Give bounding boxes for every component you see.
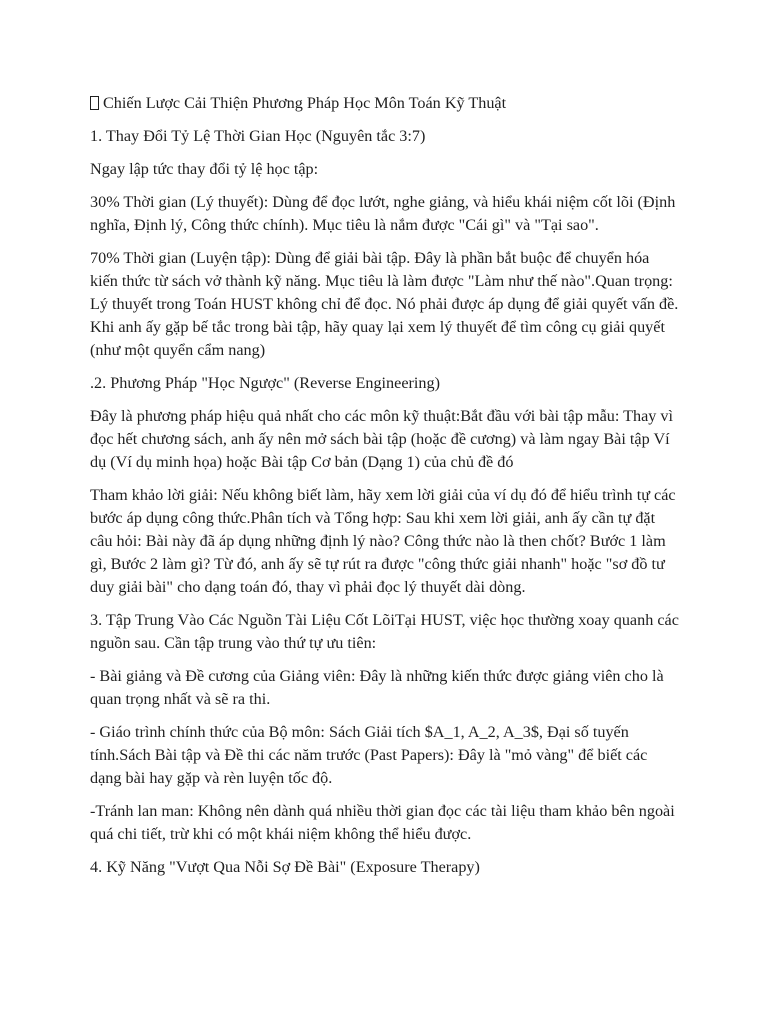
section-1-theory: 30% Thời gian (Lý thuyết): Dùng để đọc lướt, nghe giảng, và hiểu khái niệm cốt lõi (Định nghĩa, Định lý, Công thức chính). Mục tiêu là nắm được "Cái gì" và "Tại sao". [90,193,676,234]
section-1-intro: Ngay lập tức thay đổi tỷ lệ học tập: [90,160,319,178]
section-3-item-3: -Tránh lan man: Không nên dành quá nhiều thời gian đọc các tài liệu tham khảo bên ngoài quá chi tiết, trừ khi có một khái niệm không thể hiểu được. [90,802,675,843]
section-3-item-1: - Bài giảng và Đề cương của Giảng viên: Đây là những kiến thức được giảng viên cho là quan trọng nhất và sẽ ra thi. [90,667,664,708]
section-2-heading: .2. Phương Pháp "Học Ngược" (Reverse Engineering) [90,374,440,392]
section-2-paragraph-1: Đây là phương pháp hiệu quả nhất cho các môn kỹ thuật:Bắt đầu với bài tập mẫu: Thay vì đọc hết chương sách, anh ấy nên mở sách bài tập (hoặc đề cương) và làm ngay Bài tập Ví dụ (Ví dụ minh họa) hoặc Bài tập Cơ bản (Dạng 1) của chủ đề đó [90,407,674,471]
document-title-text: Chiến Lược Cải Thiện Phương Pháp Học Môn Toán Kỹ Thuật [103,94,507,112]
document-title [90,92,680,115]
section-1-practice: 70% Thời gian (Luyện tập): Dùng để giải bài tập. Đây là phần bắt buộc để chuyển hóa kiến thức từ sách vở thành kỹ năng. Mục tiêu là làm được "Làm như thế nào".Quan trọng: Lý thuyết trong Toán HUST không chỉ để đọc. Nó phải được áp dụng để giải quyết vấn đề. Khi anh ấy gặp bế tắc trong bài tập, hãy quay lại xem lý thuyết để tìm công cụ giải quyết (như một quyển cẩm nang) [90,249,679,359]
section-3-item-2: - Giáo trình chính thức của Bộ môn: Sách Giải tích $A_1, A_2, A_3$, Đại số tuyến tính.Sách Bài tập và Đề thi các năm trước (Past Papers): Đây là "mỏ vàng" để biết các dạng bài hay gặp và rèn luyện tốc độ. [90,723,648,787]
section-3-heading: 3. Tập Trung Vào Các Nguồn Tài Liệu Cốt LõiTại HUST, việc học thường xoay quanh các nguồn sau. Cần tập trung vào thứ tự ưu tiên: [90,611,679,652]
section-2-paragraph-2: Tham khảo lời giải: Nếu không biết làm, hãy xem lời giải của ví dụ đó để hiểu trình tự các bước áp dụng công thức.Phân tích và Tổng hợp: Sau khi xem lời giải, anh ấy cần tự đặt câu hỏi: Bài này đã áp dụng những định lý nào? Công thức nào là then chốt? Bước 1 làm gì, Bước 2 làm gì? Từ đó, anh ấy sẽ tự rút ra được "công thức giải nhanh" hoặc "sơ đồ tư duy giải bài" cho dạng toán đó, thay vì phải đọc lý thuyết dài dòng. [90,486,676,596]
document-page [90,92,680,889]
section-1-heading: 1. Thay Đổi Tỷ Lệ Thời Gian Học (Nguyên tắc 3:7) [90,127,426,145]
section-4-heading: 4. Kỹ Năng "Vượt Qua Nỗi Sợ Đề Bài" (Exposure Therapy) [90,858,480,876]
missing-glyph-icon [90,96,99,110]
